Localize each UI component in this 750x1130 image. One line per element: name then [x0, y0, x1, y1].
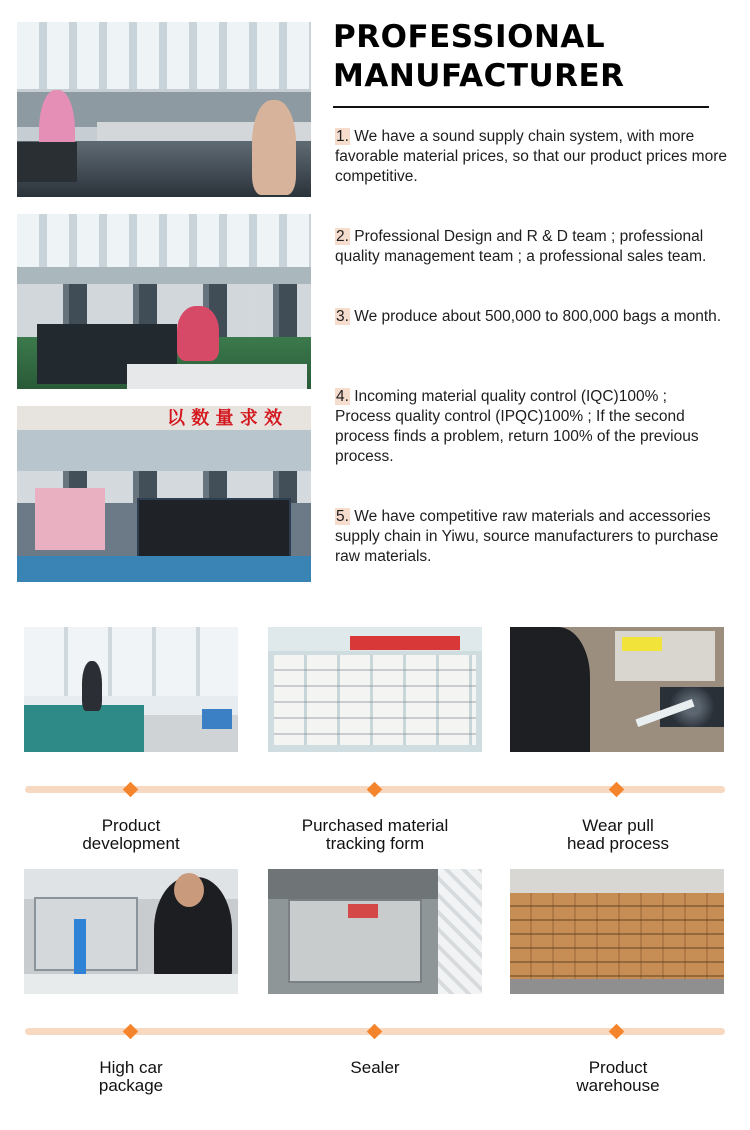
process-marker: [367, 782, 383, 798]
process-photo-sealer: [268, 869, 482, 994]
point-5: [335, 507, 727, 567]
point-number: 3.: [336, 308, 349, 325]
point-text: We have competitive raw materials and accessories supply chain in Yiwu, source manufacturers to purchase raw materials.: [335, 508, 719, 565]
point-text: Incoming material quality control (IQC)100% ; Process quality control (IPQC)100% ; If the second process finds a problem, return 100% of the previous process.: [335, 388, 699, 465]
page-title: [333, 18, 713, 96]
title-divider: [333, 106, 709, 108]
caption-line-2: warehouse: [576, 1075, 660, 1095]
process-photo-product-warehouse: [510, 869, 724, 994]
process-caption: [21, 1059, 241, 1094]
factory-photo-workshop: [17, 406, 311, 582]
caption-line-2: tracking form: [325, 833, 425, 853]
process-caption: [21, 817, 241, 852]
point-text: We produce about 500,000 to 800,000 bags a month.: [354, 308, 722, 325]
point-text: We have a sound supply chain system, with more favorable material prices, so that our product prices more competitive.: [335, 128, 727, 185]
caption-line-2: development: [82, 833, 180, 853]
caption-line-1: High car: [99, 1058, 163, 1077]
point-number: 5.: [336, 508, 349, 525]
process-caption: [265, 817, 485, 852]
caption-line-1: Wear pull: [582, 816, 654, 835]
process-caption: [265, 1059, 485, 1077]
point-number: 4.: [336, 388, 349, 405]
factory-photo-sewing-floor: [17, 22, 311, 197]
workshop-banner-slogan: 以 数 量 求 效: [167, 408, 283, 429]
title-line-1: PROFESSIONAL: [333, 19, 606, 55]
caption-line-1: Product: [588, 1058, 648, 1077]
process-photo-high-car-package: [24, 869, 238, 994]
caption-line-2: head process: [566, 833, 670, 853]
process-photo-product-development: [24, 627, 238, 752]
point-number: 2.: [336, 228, 349, 245]
process-caption: [508, 1059, 728, 1094]
caption-line-1: Sealer: [350, 1058, 400, 1077]
caption-line-2: package: [98, 1075, 164, 1095]
caption-line-1: Purchased material: [301, 816, 449, 835]
process-caption: [508, 817, 728, 852]
process-marker: [123, 782, 139, 798]
point-4: [335, 387, 727, 467]
point-text: Professional Design and R & D team ; professional quality management team ; a professional sales team.: [335, 228, 707, 265]
process-marker: [123, 1024, 139, 1040]
process-photo-wear-pull-head: [510, 627, 724, 752]
point-3: [335, 307, 727, 327]
process-marker: [367, 1024, 383, 1040]
point-2: [335, 227, 727, 267]
title-line-2: MANUFACTURER: [333, 58, 625, 94]
process-marker: [609, 1024, 625, 1040]
point-number: 1.: [336, 128, 349, 145]
caption-line-1: Product: [101, 816, 161, 835]
process-marker: [609, 782, 625, 798]
factory-photo-production-line: [17, 214, 311, 389]
process-photo-material-tracking-board: [268, 627, 482, 752]
point-1: [335, 127, 727, 187]
